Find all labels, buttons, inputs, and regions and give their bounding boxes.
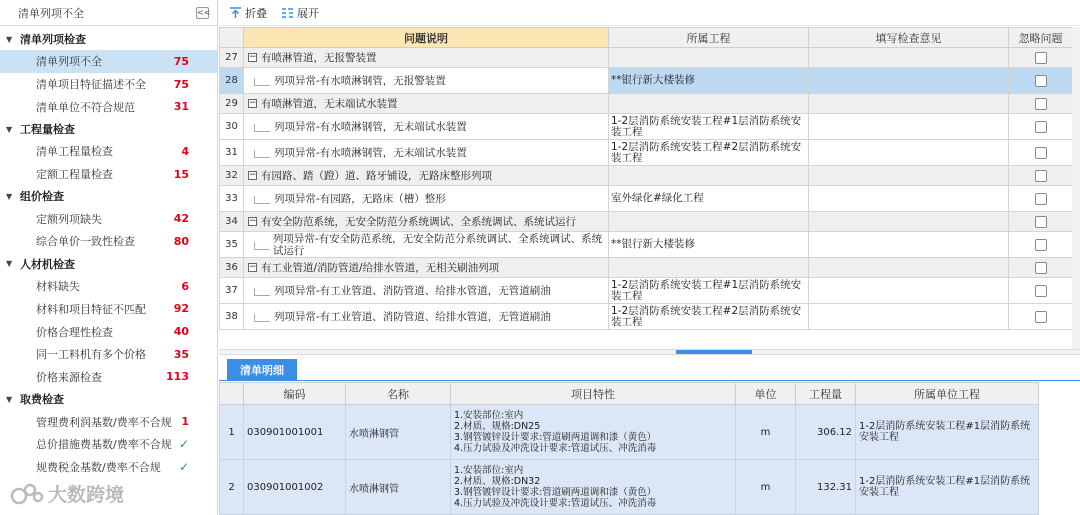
sidebar-item-tax-fee[interactable] <box>0 456 217 479</box>
unit-cell: m <box>736 460 796 515</box>
issue-row[interactable] <box>220 278 1073 304</box>
project-cell: 1-2层消防系统安装工程#2层消防系统安装工程 <box>609 140 809 166</box>
issue-content <box>246 98 606 110</box>
quantity-cell: 132.31 <box>796 460 856 515</box>
feature-line: 1.安装部位:室内 <box>454 465 524 476</box>
item-count: 113 <box>166 370 189 384</box>
issue-row[interactable] <box>220 114 1073 140</box>
item-count: 15 <box>173 167 189 181</box>
item-count: 40 <box>173 325 189 339</box>
issue-row[interactable] <box>220 68 1073 94</box>
ignore-cell <box>1009 212 1073 232</box>
collapse-toggle-icon[interactable]: − <box>249 52 257 62</box>
sidebar-item-feature-incomplete[interactable] <box>0 73 217 96</box>
expand-triangle-icon: ▼ <box>6 124 13 134</box>
table-row[interactable] <box>220 405 1039 460</box>
sidebar-item-price-reasonable[interactable] <box>0 320 217 343</box>
watermark-logo-icon <box>10 483 44 505</box>
item-label: 材料和项目特征不匹配 <box>36 302 146 316</box>
ignore-checkbox[interactable] <box>1035 311 1047 323</box>
toolbar <box>219 0 1080 26</box>
feature-column-header[interactable]: 项目特性 <box>451 383 736 405</box>
tree-line-icon <box>254 196 270 204</box>
issue-content <box>246 193 606 205</box>
ignore-cell <box>1009 258 1073 278</box>
issue-cell[interactable] <box>244 186 609 212</box>
issue-cell[interactable] <box>244 212 609 232</box>
code-column-header[interactable]: 编码 <box>244 383 346 405</box>
item-label: 定额工程量检查 <box>36 168 113 182</box>
expand-icon <box>281 7 294 19</box>
sidebar-item-management-fee[interactable] <box>0 410 217 433</box>
issue-text: 列项异常-有园路，无路床（槽）整形 <box>274 192 446 205</box>
sidebar-item-quota-missing[interactable] <box>0 207 217 230</box>
sidebar-item-material-mismatch[interactable] <box>0 298 217 321</box>
issue-content <box>246 170 606 182</box>
issue-content <box>246 311 606 323</box>
ignore-column-header[interactable]: 忽略问题 <box>1009 28 1073 48</box>
row-number: 28 <box>220 68 244 94</box>
tree-line-icon <box>254 124 270 132</box>
issue-cell[interactable] <box>244 232 609 258</box>
opinion-input-cell[interactable] <box>809 258 1009 278</box>
tree-line-icon <box>254 242 269 250</box>
opinion-input-cell[interactable] <box>809 186 1009 212</box>
sidebar-item-quota-quantity[interactable] <box>0 163 217 186</box>
issue-text: 列项异常-有工业管道、消防管道、给排水管道，无管道刷油 <box>274 284 551 297</box>
name-column-header[interactable]: 名称 <box>346 383 451 405</box>
item-label: 清单列项不全 <box>36 55 102 69</box>
row-number: 38 <box>220 304 244 330</box>
issue-content <box>246 75 606 87</box>
group-label: 取费检查 <box>20 393 64 407</box>
opinion-input-cell[interactable] <box>809 94 1009 114</box>
item-label: 价格来源检查 <box>36 370 102 384</box>
ignore-checkbox[interactable] <box>1035 75 1047 87</box>
item-count: 92 <box>173 302 189 316</box>
project-cell <box>609 166 809 186</box>
group-fee-check[interactable] <box>0 388 217 410</box>
ignore-checkbox[interactable] <box>1035 170 1047 182</box>
issue-text: 有工业管道/消防管道/给排水管道，无相关刷油列项 <box>261 261 500 274</box>
group-pricing-check[interactable] <box>0 185 217 207</box>
issue-content <box>246 216 606 228</box>
item-label: 价格合理性检查 <box>36 325 113 339</box>
issue-row[interactable] <box>220 232 1073 258</box>
ignore-cell <box>1009 304 1073 330</box>
feature-line: 4.压力试验及冲洗设计要求:管道试压、冲洗消毒 <box>454 443 657 454</box>
issue-content <box>246 285 606 297</box>
sidebar-item-multi-price[interactable] <box>0 343 217 366</box>
item-count: 31 <box>173 100 189 114</box>
item-label: 清单项目特征描述不全 <box>36 78 146 92</box>
ignore-cell <box>1009 114 1073 140</box>
feature-line: 2.材质、规格:DN25 <box>454 421 541 432</box>
issue-row[interactable] <box>220 186 1073 212</box>
ignore-checkbox[interactable] <box>1035 285 1047 297</box>
issue-cell[interactable] <box>244 166 609 186</box>
issue-cell[interactable] <box>244 48 609 68</box>
unit-column-header[interactable]: 单位 <box>736 383 796 405</box>
issue-cell[interactable] <box>244 68 609 94</box>
issue-text: 列项异常-有水喷淋钢管，无末端试水装置 <box>274 120 467 133</box>
feature-line: 4.压力试验及冲洗设计要求:管道试压、冲洗消毒 <box>454 498 657 509</box>
opinion-input-cell[interactable] <box>809 48 1009 68</box>
project-cell <box>609 212 809 232</box>
row-number: 35 <box>220 232 244 258</box>
project-cell <box>609 94 809 114</box>
sidebar-item-price-source[interactable] <box>0 366 217 389</box>
opinion-column-header[interactable]: 填写检查意见 <box>809 28 1009 48</box>
issue-content <box>246 147 606 159</box>
opinion-input-cell[interactable] <box>809 166 1009 186</box>
vertical-scrollbar[interactable] <box>1072 27 1080 349</box>
issue-cell[interactable] <box>244 304 609 330</box>
issue-text: 有喷淋管道，无末端试水装置 <box>261 97 398 110</box>
name-cell: 水喷淋钢管 <box>346 460 451 515</box>
issue-text: 有喷淋管道，无报警装置 <box>261 51 377 64</box>
item-count: 75 <box>173 77 189 91</box>
issue-grid-header <box>220 28 1073 48</box>
issue-text: 列项异常-有水喷淋钢管，无报警装置 <box>274 74 446 87</box>
collapse-toggle-icon[interactable]: − <box>249 98 257 108</box>
opinion-input-cell[interactable] <box>809 140 1009 166</box>
issue-cell[interactable] <box>244 114 609 140</box>
detail-tabs <box>219 356 1080 381</box>
row-number: 2 <box>220 460 244 515</box>
expand-triangle-icon: ▼ <box>6 191 13 201</box>
row-number: 34 <box>220 212 244 232</box>
issue-cell[interactable] <box>244 258 609 278</box>
quantity-column-header[interactable]: 工程量 <box>796 383 856 405</box>
collapse-label: 折叠 <box>245 6 267 20</box>
issue-cell[interactable] <box>244 94 609 114</box>
ignore-checkbox[interactable] <box>1035 193 1047 205</box>
sidebar-item-unit-invalid[interactable] <box>0 95 217 118</box>
row-number-header <box>220 28 244 48</box>
issue-group-row[interactable] <box>220 212 1073 232</box>
issue-cell[interactable] <box>244 278 609 304</box>
collapse-icon <box>229 7 242 19</box>
opinion-input-cell[interactable] <box>809 278 1009 304</box>
panel-splitter[interactable] <box>219 349 1080 355</box>
item-label: 管理费利润基数/费率不合规 <box>36 415 172 429</box>
tree-line-icon <box>254 288 270 296</box>
check-tree <box>0 26 217 478</box>
code-cell: 030901001002 <box>244 460 346 515</box>
sidebar-item-material-missing[interactable] <box>0 275 217 298</box>
row-number-header <box>220 383 244 405</box>
item-count: 4 <box>181 144 189 158</box>
item-count: 42 <box>173 212 189 226</box>
row-number: 31 <box>220 140 244 166</box>
issue-group-row[interactable] <box>220 166 1073 186</box>
item-label: 同一工料机有多个价格 <box>36 348 146 362</box>
project-cell <box>609 48 809 68</box>
ignore-checkbox[interactable] <box>1035 52 1047 64</box>
ignore-checkbox[interactable] <box>1035 216 1047 228</box>
ignore-cell <box>1009 140 1073 166</box>
row-number: 27 <box>220 48 244 68</box>
project-cell: **银行新大楼装修 <box>609 68 809 94</box>
issue-grid <box>219 27 1080 349</box>
name-cell: 水喷淋钢管 <box>346 405 451 460</box>
ignore-cell <box>1009 232 1073 258</box>
project-cell: **银行新大楼装修 <box>609 232 809 258</box>
check-icon: ✓ <box>178 459 189 474</box>
collapse-toggle-icon[interactable]: − <box>249 170 257 180</box>
ignore-cell <box>1009 186 1073 212</box>
project-cell: 1-2层消防系统安装工程#1层消防系统安装工程 <box>609 114 809 140</box>
ignore-cell <box>1009 94 1073 114</box>
watermark <box>10 480 124 507</box>
group-label: 工程量检查 <box>20 123 75 137</box>
ignore-cell <box>1009 166 1073 186</box>
item-label: 规费税金基数/费率不合规 <box>36 460 161 474</box>
tree-line-icon <box>254 150 270 158</box>
sidebar-item-list-incomplete[interactable] <box>0 50 217 73</box>
item-count: 35 <box>173 347 189 361</box>
issue-text: 列项异常-有安全防范系统，无安全防范分系统调试、全系统调试、系统试运行 <box>272 232 603 257</box>
row-number: 29 <box>220 94 244 114</box>
issue-group-row[interactable] <box>220 258 1073 278</box>
ignore-checkbox[interactable] <box>1035 262 1047 274</box>
unit-project-cell: 1-2层消防系统安装工程#1层消防系统安装工程 <box>856 460 1039 515</box>
detail-grid <box>219 382 1080 515</box>
row-number: 37 <box>220 278 244 304</box>
group-label: 清单列项检查 <box>20 33 86 46</box>
expand-label: 展开 <box>297 6 319 20</box>
sidebar-item-unit-price-consistency[interactable] <box>0 230 217 253</box>
expand-triangle-icon: ▼ <box>6 259 13 269</box>
ignore-cell <box>1009 68 1073 94</box>
feature-line: 3.钢管镀锌设计要求:管道刷两道调和漆（黄色） <box>454 487 657 498</box>
issue-group-row[interactable] <box>220 48 1073 68</box>
item-label: 定额列项缺失 <box>36 212 102 226</box>
project-cell: 室外绿化#绿化工程 <box>609 186 809 212</box>
issue-text: 列项异常-有工业管道、消防管道、给排水管道，无管道刷油 <box>274 310 551 323</box>
unit-cell: m <box>736 405 796 460</box>
item-label: 清单单位不符合规范 <box>36 100 135 114</box>
item-count: 6 <box>181 279 189 293</box>
sidebar <box>0 0 218 515</box>
group-labor-material-check[interactable] <box>0 253 217 275</box>
sidebar-header <box>0 0 217 26</box>
tree-line-icon <box>254 314 270 322</box>
issue-column-header[interactable]: 问题说明 <box>244 28 609 48</box>
issue-cell[interactable] <box>244 140 609 166</box>
issue-content <box>246 262 606 274</box>
project-column-header[interactable]: 所属工程 <box>609 28 809 48</box>
feature-line: 3.钢管镀锌设计要求:管道刷两道调和漆（黄色） <box>454 432 657 443</box>
code-cell: 030901001001 <box>244 405 346 460</box>
watermark-text: 大数跨境 <box>48 484 125 506</box>
table-row[interactable] <box>220 460 1039 515</box>
item-label: 材料缺失 <box>36 280 80 294</box>
opinion-input-cell[interactable] <box>809 212 1009 232</box>
row-number: 36 <box>220 258 244 278</box>
feature-cell <box>451 460 736 515</box>
item-count: 80 <box>173 234 189 248</box>
unit-project-column-header[interactable]: 所属单位工程 <box>856 383 1039 405</box>
detail-grid-header <box>220 383 1039 405</box>
row-number: 33 <box>220 186 244 212</box>
opinion-input-cell[interactable] <box>809 304 1009 330</box>
row-number: 32 <box>220 166 244 186</box>
tree-line-icon <box>254 78 270 86</box>
check-icon: ✓ <box>178 437 189 452</box>
ignore-checkbox[interactable] <box>1035 121 1047 133</box>
item-label: 综合单价一致性检查 <box>36 235 135 249</box>
item-label: 清单工程量检查 <box>36 145 113 159</box>
expand-triangle-icon: ▼ <box>6 394 13 404</box>
issue-text: 列项异常-有水喷淋钢管，无末端试水装置 <box>274 146 467 159</box>
group-list-check[interactable] <box>0 28 217 50</box>
row-number: 30 <box>220 114 244 140</box>
quantity-cell: 306.12 <box>796 405 856 460</box>
feature-line: 1.安装部位:室内 <box>454 410 524 421</box>
group-label: 人材机检查 <box>20 257 75 271</box>
issue-content <box>246 52 606 64</box>
issue-content <box>246 233 606 257</box>
group-quantity-check[interactable] <box>0 118 217 140</box>
sidebar-item-measure-fee[interactable] <box>0 433 217 456</box>
issue-text: 有园路、踏（蹬）道、路牙铺设，无路床整形列项 <box>261 169 492 182</box>
opinion-input-cell[interactable] <box>809 68 1009 94</box>
tab-list-detail[interactable]: 清单明细 <box>227 359 297 381</box>
collapse-sidebar-button[interactable]: << <box>197 7 211 17</box>
issue-content <box>246 121 606 133</box>
sidebar-item-list-quantity[interactable] <box>0 140 217 163</box>
collapse-toggle-icon[interactable]: − <box>249 262 257 272</box>
ignore-checkbox[interactable] <box>1035 98 1047 110</box>
feature-cell <box>451 405 736 460</box>
expand-triangle-icon: ▼ <box>6 34 13 44</box>
collapse-all-button[interactable] <box>229 5 267 21</box>
ignore-cell <box>1009 48 1073 68</box>
row-number: 1 <box>220 405 244 460</box>
project-cell: 1-2层消防系统安装工程#2层消防系统安装工程 <box>609 304 809 330</box>
ignore-checkbox[interactable] <box>1035 147 1047 159</box>
item-count: 1 <box>181 415 189 429</box>
opinion-input-cell[interactable] <box>809 114 1009 140</box>
unit-project-cell: 1-2层消防系统安装工程#1层消防系统安装工程 <box>856 405 1039 460</box>
item-label: 总价措施费基数/费率不合规 <box>36 438 172 452</box>
splitter-handle[interactable] <box>676 350 752 354</box>
group-label: 组价检查 <box>20 190 64 204</box>
ignore-checkbox[interactable] <box>1035 239 1047 251</box>
expand-all-button[interactable] <box>281 5 319 21</box>
collapse-toggle-icon[interactable]: − <box>249 216 257 226</box>
item-count: 75 <box>173 54 189 68</box>
project-cell <box>609 258 809 278</box>
issue-row[interactable] <box>220 304 1073 330</box>
issue-group-row[interactable] <box>220 94 1073 114</box>
ignore-cell <box>1009 278 1073 304</box>
issue-text: 有安全防范系统，无安全防范分系统调试、全系统调试、系统试运行 <box>261 215 576 228</box>
issue-row[interactable] <box>220 140 1073 166</box>
project-cell: 1-2层消防系统安装工程#1层消防系统安装工程 <box>609 278 809 304</box>
feature-line: 2.材质、规格:DN32 <box>454 476 541 487</box>
opinion-input-cell[interactable] <box>809 232 1009 258</box>
sidebar-title: 清单列项不全 <box>18 6 84 20</box>
